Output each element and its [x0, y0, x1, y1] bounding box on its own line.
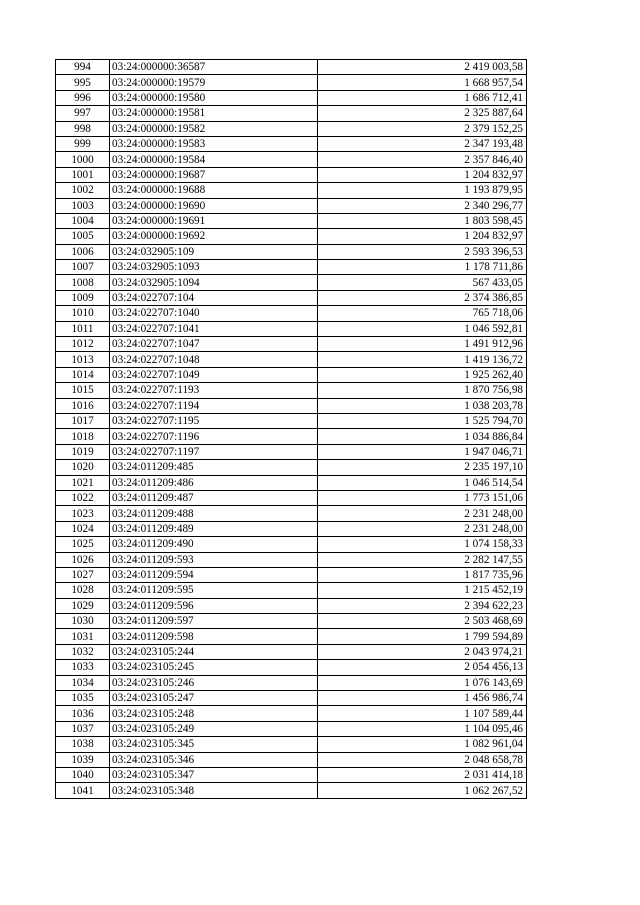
value-cell: 1 082 961,04 [318, 737, 527, 752]
table-row [56, 444, 527, 459]
cadastral-number-cell: 03:24:011209:597 [110, 614, 318, 629]
row-number-cell: 1000 [56, 152, 110, 167]
cadastral-number-cell: 03:24:011209:486 [110, 475, 318, 490]
cadastral-number-cell: 03:24:011209:593 [110, 552, 318, 567]
value-cell: 1 034 886,84 [318, 429, 527, 444]
row-number-cell: 1001 [56, 167, 110, 182]
value-cell: 765 718,06 [318, 306, 527, 321]
cadastral-number-cell: 03:24:000000:19690 [110, 198, 318, 213]
table-row [56, 537, 527, 552]
cadastral-number-cell: 03:24:022707:1040 [110, 306, 318, 321]
row-number-cell: 1034 [56, 675, 110, 690]
table-row [56, 383, 527, 398]
value-cell: 1 074 158,33 [318, 537, 527, 552]
row-number-cell: 1024 [56, 521, 110, 536]
cadastral-number-cell: 03:24:023105:247 [110, 691, 318, 706]
row-number-cell: 1031 [56, 629, 110, 644]
table-row [56, 629, 527, 644]
cadastral-number-cell: 03:24:011209:487 [110, 490, 318, 505]
table-row [56, 367, 527, 382]
table-row [56, 490, 527, 505]
cadastral-number-cell: 03:24:000000:19691 [110, 213, 318, 228]
cadastral-number-cell: 03:24:000000:36587 [110, 60, 318, 75]
row-number-cell: 1015 [56, 383, 110, 398]
value-cell: 1 491 912,96 [318, 337, 527, 352]
table-row [56, 167, 527, 182]
row-number-cell: 994 [56, 60, 110, 75]
table-row [56, 660, 527, 675]
table-row [56, 306, 527, 321]
table-row [56, 121, 527, 136]
cadastral-number-cell: 03:24:000000:19583 [110, 136, 318, 151]
cadastral-number-cell: 03:24:022707:1193 [110, 383, 318, 398]
table-row [56, 737, 527, 752]
cadastral-number-cell: 03:24:000000:19687 [110, 167, 318, 182]
table-row [56, 767, 527, 782]
value-cell: 1 038 203,78 [318, 398, 527, 413]
cadastral-number-cell: 03:24:000000:19580 [110, 90, 318, 105]
value-cell: 1 204 832,97 [318, 167, 527, 182]
row-number-cell: 1028 [56, 583, 110, 598]
cadastral-number-cell: 03:24:000000:19692 [110, 229, 318, 244]
table-row [56, 598, 527, 613]
table-row [56, 213, 527, 228]
cadastral-number-cell: 03:24:023105:346 [110, 752, 318, 767]
value-cell: 1 204 832,97 [318, 229, 527, 244]
value-cell: 1 215 452,19 [318, 583, 527, 598]
table-row [56, 706, 527, 721]
value-cell: 1 686 712,41 [318, 90, 527, 105]
value-cell: 2 031 414,18 [318, 767, 527, 782]
value-cell: 1 668 957,54 [318, 75, 527, 90]
row-number-cell: 998 [56, 121, 110, 136]
value-cell: 1 193 879,95 [318, 183, 527, 198]
value-cell: 2 325 887,64 [318, 106, 527, 121]
value-cell: 1 870 756,98 [318, 383, 527, 398]
table-row [56, 136, 527, 151]
table-row [56, 783, 527, 798]
value-cell: 1 947 046,71 [318, 444, 527, 459]
value-cell: 2 503 468,69 [318, 614, 527, 629]
row-number-cell: 1023 [56, 506, 110, 521]
value-cell: 1 799 594,89 [318, 629, 527, 644]
cadastral-number-cell: 03:24:023105:249 [110, 721, 318, 736]
value-cell: 1 525 794,70 [318, 413, 527, 428]
cadastral-number-cell: 03:24:011209:488 [110, 506, 318, 521]
table-row [56, 752, 527, 767]
cadastral-number-cell: 03:24:022707:1197 [110, 444, 318, 459]
row-number-cell: 1032 [56, 644, 110, 659]
value-cell: 1 456 986,74 [318, 691, 527, 706]
cadastral-number-cell: 03:24:000000:19582 [110, 121, 318, 136]
row-number-cell: 1004 [56, 213, 110, 228]
row-number-cell: 1012 [56, 337, 110, 352]
value-cell: 1 104 095,46 [318, 721, 527, 736]
table-row [56, 506, 527, 521]
value-cell: 2 419 003,58 [318, 60, 527, 75]
cadastral-number-cell: 03:24:022707:1049 [110, 367, 318, 382]
cadastral-number-cell: 03:24:022707:1047 [110, 337, 318, 352]
row-number-cell: 1040 [56, 767, 110, 782]
row-number-cell: 999 [56, 136, 110, 151]
table-row [56, 429, 527, 444]
row-number-cell: 1041 [56, 783, 110, 798]
cadastral-number-cell: 03:24:011209:490 [110, 537, 318, 552]
row-number-cell: 1002 [56, 183, 110, 198]
value-cell: 2 231 248,00 [318, 521, 527, 536]
row-number-cell: 1029 [56, 598, 110, 613]
table-row [56, 352, 527, 367]
row-number-cell: 1016 [56, 398, 110, 413]
cadastral-number-cell: 03:24:023105:348 [110, 783, 318, 798]
cadastral-number-cell: 03:24:011209:598 [110, 629, 318, 644]
cadastral-number-cell: 03:24:022707:1195 [110, 413, 318, 428]
table-row [56, 183, 527, 198]
cadastral-number-cell: 03:24:032905:1093 [110, 260, 318, 275]
table-row [56, 460, 527, 475]
row-number-cell: 1039 [56, 752, 110, 767]
row-number-cell: 1026 [56, 552, 110, 567]
row-number-cell: 1027 [56, 567, 110, 582]
row-number-cell: 1003 [56, 198, 110, 213]
value-cell: 2 347 193,48 [318, 136, 527, 151]
table-row [56, 691, 527, 706]
value-cell: 2 235 197,10 [318, 460, 527, 475]
cadastral-number-cell: 03:24:011209:595 [110, 583, 318, 598]
table-row [56, 675, 527, 690]
table-row [56, 75, 527, 90]
value-cell: 2 043 974,21 [318, 644, 527, 659]
value-cell: 1 419 136,72 [318, 352, 527, 367]
row-number-cell: 1019 [56, 444, 110, 459]
table-row [56, 198, 527, 213]
row-number-cell: 1035 [56, 691, 110, 706]
row-number-cell: 997 [56, 106, 110, 121]
cadastral-number-cell: 03:24:000000:19584 [110, 152, 318, 167]
value-cell: 1 773 151,06 [318, 490, 527, 505]
value-cell: 2 374 386,85 [318, 290, 527, 305]
value-cell: 1 817 735,96 [318, 567, 527, 582]
row-number-cell: 1014 [56, 367, 110, 382]
cadastral-number-cell: 03:24:032905:109 [110, 244, 318, 259]
cadastral-number-cell: 03:24:023105:347 [110, 767, 318, 782]
row-number-cell: 1037 [56, 721, 110, 736]
value-cell: 1 925 262,40 [318, 367, 527, 382]
value-cell: 1 046 592,81 [318, 321, 527, 336]
table-row [56, 290, 527, 305]
table-row [56, 337, 527, 352]
row-number-cell: 1022 [56, 490, 110, 505]
value-cell: 2 357 846,40 [318, 152, 527, 167]
value-cell: 1 107 589,44 [318, 706, 527, 721]
table-row [56, 567, 527, 582]
value-cell: 1 076 143,69 [318, 675, 527, 690]
value-cell: 567 433,05 [318, 275, 527, 290]
row-number-cell: 1036 [56, 706, 110, 721]
cadastral-number-cell: 03:24:023105:246 [110, 675, 318, 690]
value-cell: 2 231 248,00 [318, 506, 527, 521]
row-number-cell: 1018 [56, 429, 110, 444]
row-number-cell: 1038 [56, 737, 110, 752]
cadastral-number-cell: 03:24:022707:1041 [110, 321, 318, 336]
table-row [56, 152, 527, 167]
table-row [56, 413, 527, 428]
row-number-cell: 995 [56, 75, 110, 90]
cadastral-number-cell: 03:24:022707:1196 [110, 429, 318, 444]
table-row [56, 721, 527, 736]
cadastral-number-cell: 03:24:011209:489 [110, 521, 318, 536]
row-number-cell: 1010 [56, 306, 110, 321]
table-row [56, 521, 527, 536]
table-row [56, 60, 527, 75]
value-cell: 2 054 456,13 [318, 660, 527, 675]
row-number-cell: 1020 [56, 460, 110, 475]
row-number-cell: 996 [56, 90, 110, 105]
cadastral-number-cell: 03:24:023105:345 [110, 737, 318, 752]
table-row [56, 398, 527, 413]
value-cell: 2 048 658,78 [318, 752, 527, 767]
cadastral-number-cell: 03:24:023105:244 [110, 644, 318, 659]
row-number-cell: 1025 [56, 537, 110, 552]
cadastral-number-cell: 03:24:022707:104 [110, 290, 318, 305]
cadastral-number-cell: 03:24:000000:19579 [110, 75, 318, 90]
row-number-cell: 1005 [56, 229, 110, 244]
cadastral-number-cell: 03:24:011209:485 [110, 460, 318, 475]
cadastral-number-cell: 03:24:011209:596 [110, 598, 318, 613]
row-number-cell: 1009 [56, 290, 110, 305]
cadastral-number-cell: 03:24:032905:1094 [110, 275, 318, 290]
row-number-cell: 1008 [56, 275, 110, 290]
row-number-cell: 1017 [56, 413, 110, 428]
table-row [56, 244, 527, 259]
cadastral-number-cell: 03:24:000000:19688 [110, 183, 318, 198]
row-number-cell: 1013 [56, 352, 110, 367]
cadastral-number-cell: 03:24:022707:1194 [110, 398, 318, 413]
row-number-cell: 1021 [56, 475, 110, 490]
value-cell: 2 379 152,25 [318, 121, 527, 136]
table-row [56, 552, 527, 567]
value-cell: 1 062 267,52 [318, 783, 527, 798]
value-cell: 2 282 147,55 [318, 552, 527, 567]
cadastral-number-cell: 03:24:023105:248 [110, 706, 318, 721]
table-row [56, 644, 527, 659]
table-row [56, 475, 527, 490]
table-row [56, 229, 527, 244]
row-number-cell: 1007 [56, 260, 110, 275]
table-row [56, 583, 527, 598]
value-cell: 1 178 711,86 [318, 260, 527, 275]
table-row [56, 275, 527, 290]
cadastral-value-table [55, 59, 527, 799]
cadastral-number-cell: 03:24:023105:245 [110, 660, 318, 675]
table-row [56, 614, 527, 629]
cadastral-number-cell: 03:24:022707:1048 [110, 352, 318, 367]
value-cell: 1 803 598,45 [318, 213, 527, 228]
table-row [56, 321, 527, 336]
table-row [56, 90, 527, 105]
value-cell: 1 046 514,54 [318, 475, 527, 490]
row-number-cell: 1033 [56, 660, 110, 675]
row-number-cell: 1006 [56, 244, 110, 259]
table-row [56, 106, 527, 121]
table-body [56, 60, 527, 799]
cadastral-number-cell: 03:24:000000:19581 [110, 106, 318, 121]
row-number-cell: 1011 [56, 321, 110, 336]
value-cell: 2 340 296,77 [318, 198, 527, 213]
value-cell: 2 394 622,23 [318, 598, 527, 613]
cadastral-number-cell: 03:24:011209:594 [110, 567, 318, 582]
value-cell: 2 593 396,53 [318, 244, 527, 259]
row-number-cell: 1030 [56, 614, 110, 629]
table-row [56, 260, 527, 275]
